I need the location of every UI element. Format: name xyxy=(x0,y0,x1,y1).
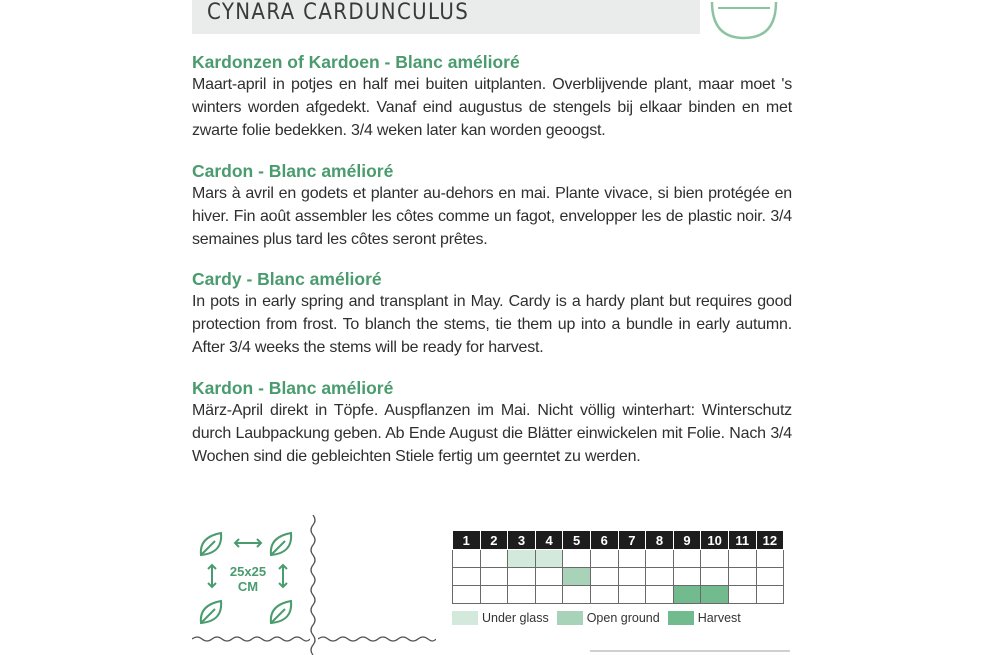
spacing-label xyxy=(222,564,274,594)
calendar-cell xyxy=(728,550,756,568)
spacing-value: 25x25 xyxy=(229,564,267,579)
legend-swatch xyxy=(668,611,694,625)
legend-swatch xyxy=(557,611,583,625)
legend-swatch xyxy=(452,611,478,625)
vertical-arrow-icon xyxy=(279,565,287,587)
section-title: Cardy - Blanc amélioré xyxy=(192,269,382,289)
calendar-cell xyxy=(563,586,591,604)
month-header: 6 xyxy=(590,531,618,550)
legend-label: Under glass xyxy=(482,611,549,625)
calendar-cell xyxy=(590,550,618,568)
month-header: 12 xyxy=(756,531,784,550)
section-title: Kardonzen of Kardoen - Blanc amélioré xyxy=(192,52,520,72)
latin-name: CYNARA CARDUNCULUS xyxy=(207,0,470,25)
calendar-cell xyxy=(646,550,674,568)
section-english xyxy=(192,268,792,359)
calendar-cell xyxy=(508,568,536,586)
month-header: 1 xyxy=(453,531,481,550)
spacing-unit: CM xyxy=(237,579,259,594)
wavy-divider xyxy=(318,632,436,646)
calendar-cell xyxy=(453,550,481,568)
leaf-icon xyxy=(271,533,291,555)
section-text: Mars à avril en godets et planter au-dehors en mai. Plante vivace, si bien protégée en hiver. Fin août assembler les côtes comme un fagot, envelopper les de plastic noir. 3/4 semaines plus tard les côtes seront prêtes. xyxy=(192,185,792,248)
calendar-cell xyxy=(590,568,618,586)
legend-label: Open ground xyxy=(586,611,660,625)
section-french xyxy=(192,160,792,251)
section-text: Maart-april in potjes en half mei buiten uitplanten. Overblijvende plant, maar moet 's winters worden afgedekt. Vanaf eind augustus de stengels bij elkaar binden en met zwarte folie bedekken. 3/4 weken later kan worden geoogst. xyxy=(192,76,792,139)
horizontal-arrow-icon xyxy=(235,539,261,547)
month-header: 3 xyxy=(508,531,536,550)
calendar-cell xyxy=(673,586,701,604)
calendar-cell xyxy=(728,586,756,604)
section-text: In pots in early spring and transplant in May. Cardy is a hardy plant but requires good protection from frost. To blanch the stems, tie them up into a bundle in early autumn. After 3/4 weeks the stems will be ready for harvest. xyxy=(192,293,792,356)
month-header: 2 xyxy=(480,531,508,550)
wavy-divider xyxy=(192,632,310,646)
calendar-cell xyxy=(618,586,646,604)
calendar-legend xyxy=(452,611,749,625)
calendar-row-open-ground xyxy=(453,568,784,586)
calendar-table xyxy=(452,530,784,604)
calendar-cell xyxy=(701,586,729,604)
calendar-cell xyxy=(480,550,508,568)
vertical-arrow-icon xyxy=(208,565,216,587)
calendar-cell xyxy=(646,568,674,586)
calendar-cell xyxy=(673,568,701,586)
calendar-cell xyxy=(673,550,701,568)
calendar-row-harvest xyxy=(453,586,784,604)
calendar-cell xyxy=(480,568,508,586)
month-header: 10 xyxy=(701,531,729,550)
calendar-cell xyxy=(508,550,536,568)
month-header: 5 xyxy=(563,531,591,550)
calendar-cell xyxy=(701,568,729,586)
calendar-cell xyxy=(618,550,646,568)
calendar-cell xyxy=(563,568,591,586)
month-header: 4 xyxy=(535,531,563,550)
section-german xyxy=(192,377,792,468)
calendar-cell xyxy=(535,586,563,604)
legend-under-glass xyxy=(452,611,549,625)
calendar-cell xyxy=(756,586,784,604)
leaf-icon xyxy=(201,601,221,623)
legend-harvest xyxy=(668,611,741,625)
calendar-cell xyxy=(646,586,674,604)
calendar-cell xyxy=(453,586,481,604)
calendar-cell xyxy=(756,550,784,568)
month-header: 9 xyxy=(673,531,701,550)
section-title: Kardon - Blanc amélioré xyxy=(192,378,394,398)
legend-open-ground xyxy=(557,611,660,625)
month-header: 7 xyxy=(618,531,646,550)
calendar-row-under-glass xyxy=(453,550,784,568)
month-header-row xyxy=(453,531,784,550)
legend-label: Harvest xyxy=(697,611,741,625)
calendar-cell xyxy=(535,550,563,568)
section-title: Cardon - Blanc amélioré xyxy=(192,161,394,181)
pot-icon xyxy=(704,0,784,42)
month-header: 11 xyxy=(728,531,756,550)
leaf-icon xyxy=(201,533,221,555)
calendar-cell xyxy=(728,568,756,586)
calendar-cell xyxy=(590,586,618,604)
calendar-cell xyxy=(535,568,563,586)
calendar-cell xyxy=(453,568,481,586)
bottom-divider xyxy=(590,650,790,652)
calendar-cell xyxy=(480,586,508,604)
section-text: März-April direkt in Töpfe. Auspflanzen im Mai. Nicht völlig winterhart: Winterschutz durch Laubpackung geben. Ab Ende August die Blätter einwickelen mit Folie. Nach 3/4 Wochen sind die gebleichten Stiele fertig um geerntet zu werden. xyxy=(192,402,792,465)
month-header: 8 xyxy=(646,531,674,550)
section-dutch xyxy=(192,51,792,142)
calendar-cell xyxy=(618,568,646,586)
leaf-icon xyxy=(271,601,291,623)
calendar-cell xyxy=(701,550,729,568)
calendar-cell xyxy=(563,550,591,568)
calendar-cell xyxy=(756,568,784,586)
calendar-cell xyxy=(508,586,536,604)
sowing-calendar xyxy=(452,530,784,604)
